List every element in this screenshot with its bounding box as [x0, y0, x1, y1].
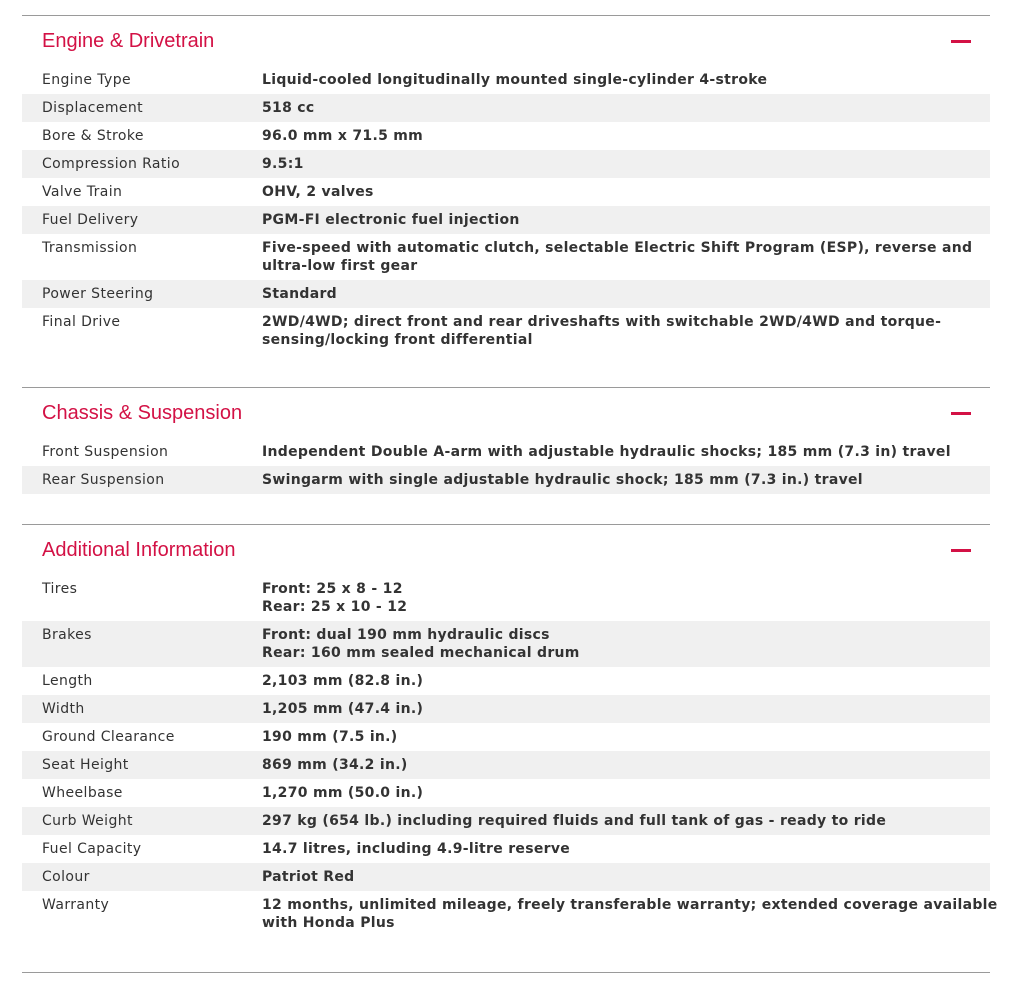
spec-value-line: with Honda Plus [262, 915, 395, 931]
spec-row-displacement [22, 94, 990, 122]
spec-table [22, 575, 998, 937]
spec-row-colour [22, 863, 990, 891]
spec-value-line: 297 kg (654 lb.) including required fluids and full tank of gas - ready to ride [262, 813, 887, 829]
spec-value-line: 190 mm (7.5 in.) [262, 729, 398, 745]
spec-value [262, 211, 990, 229]
spec-value-line: sensing/locking front differential [262, 332, 533, 348]
spec-value [262, 784, 990, 802]
spec-value-line: Rear: 25 x 10 - 12 [262, 599, 408, 615]
spec-label: Ground Clearance [42, 729, 175, 745]
spec-row-valve-train [22, 178, 990, 206]
spec-value-line: Front: dual 190 mm hydraulic discs [262, 627, 550, 643]
section-header[interactable] [22, 16, 990, 66]
spec-label: Width [42, 701, 85, 717]
spec-value-line: Patriot Red [262, 869, 355, 885]
spec-label: Valve Train [42, 184, 123, 200]
section-chassis-suspension [22, 387, 990, 524]
spec-row-transmission [22, 234, 990, 280]
spec-value [262, 443, 990, 461]
spec-row-fuel-capacity [22, 835, 990, 863]
spec-value [262, 99, 990, 117]
spec-value [262, 672, 990, 690]
spec-value [262, 285, 990, 303]
spec-page [0, 15, 1010, 1001]
section-additional-information [22, 524, 998, 973]
collapse-minus-icon[interactable] [951, 549, 971, 552]
spec-label: Tires [42, 581, 78, 597]
spec-row-curb-weight [22, 807, 990, 835]
spec-value [262, 896, 1010, 932]
spec-value [262, 239, 990, 275]
section-header[interactable] [22, 525, 990, 575]
spec-label: Transmission [42, 240, 138, 256]
spec-label: Rear Suspension [42, 472, 165, 488]
spec-label: Front Suspension [42, 444, 169, 460]
spec-label: Colour [42, 869, 90, 885]
spec-table [22, 66, 990, 354]
spec-label: Power Steering [42, 286, 154, 302]
spec-row-fuel-delivery [22, 206, 990, 234]
spec-value-line: Independent Double A-arm with adjustable hydraulic shocks; 185 mm (7.3 in) travel [262, 444, 951, 460]
spec-value-line: 869 mm (34.2 in.) [262, 757, 408, 773]
spec-value-line: 1,270 mm (50.0 in.) [262, 785, 424, 801]
spec-label: Bore & Stroke [42, 128, 144, 144]
spec-value-line: 2,103 mm (82.8 in.) [262, 673, 424, 689]
spec-value [262, 700, 990, 718]
spec-value-line: PGM-FI electronic fuel injection [262, 212, 520, 228]
spec-value [262, 580, 990, 616]
spec-label: Warranty [42, 897, 110, 913]
spec-value-line: 14.7 litres, including 4.9-litre reserve [262, 841, 571, 857]
section-title: Engine & Drivetrain [42, 30, 215, 52]
spec-label: Seat Height [42, 757, 129, 773]
spec-value-line: 96.0 mm x 71.5 mm [262, 128, 424, 144]
spec-table [22, 438, 990, 494]
section-title: Additional Information [42, 539, 236, 561]
spec-value [262, 155, 990, 173]
section-title: Chassis & Suspension [42, 402, 243, 424]
spec-value [262, 313, 990, 349]
spec-row-seat-height [22, 751, 990, 779]
spec-label: Curb Weight [42, 813, 133, 829]
spec-row-width [22, 695, 990, 723]
section-divider [22, 972, 990, 973]
spec-row-front-suspension [22, 438, 990, 466]
spec-value [262, 728, 990, 746]
spec-value [262, 868, 990, 886]
spec-value [262, 812, 990, 830]
spec-value [262, 626, 990, 662]
spec-value-line: Standard [262, 286, 337, 302]
spec-label: Fuel Delivery [42, 212, 139, 228]
spec-value-line: 1,205 mm (47.4 in.) [262, 701, 424, 717]
spec-row-final-drive [22, 308, 990, 354]
spec-label: Engine Type [42, 72, 131, 88]
spec-row-wheelbase [22, 779, 990, 807]
spec-value [262, 127, 990, 145]
spec-row-compression-ratio [22, 150, 990, 178]
spec-value-line: 2WD/4WD; direct front and rear driveshafts with switchable 2WD/4WD and torque- [262, 314, 942, 330]
spec-value-line: 9.5:1 [262, 156, 304, 172]
spec-value-line: Five-speed with automatic clutch, selectable Electric Shift Program (ESP), reverse and [262, 240, 973, 256]
section-engine-drivetrain [22, 15, 990, 387]
spec-value-line: 518 cc [262, 100, 315, 116]
spec-label: Brakes [42, 627, 92, 643]
spec-value [262, 756, 990, 774]
spec-label: Displacement [42, 100, 144, 116]
spec-row-brakes [22, 621, 990, 667]
spec-value-line: Liquid-cooled longitudinally mounted single-cylinder 4-stroke [262, 72, 768, 88]
spec-value-line: ultra-low first gear [262, 258, 418, 274]
spec-value-line: Front: 25 x 8 - 12 [262, 581, 403, 597]
spec-label: Wheelbase [42, 785, 123, 801]
spec-row-warranty [22, 891, 998, 937]
spec-value-line: Swingarm with single adjustable hydraulic shock; 185 mm (7.3 in.) travel [262, 472, 863, 488]
spec-value [262, 471, 990, 489]
spec-row-tires [22, 575, 990, 621]
spec-row-ground-clearance [22, 723, 990, 751]
spec-value [262, 840, 990, 858]
collapse-minus-icon[interactable] [951, 40, 971, 43]
spec-row-length [22, 667, 990, 695]
collapse-minus-icon[interactable] [951, 412, 971, 415]
spec-row-engine-type [22, 66, 990, 94]
spec-value [262, 71, 990, 89]
spec-label: Fuel Capacity [42, 841, 142, 857]
spec-value-line: OHV, 2 valves [262, 184, 374, 200]
spec-value-line: 12 months, unlimited mileage, freely transferable warranty; extended coverage available [262, 897, 998, 913]
spec-row-bore-stroke [22, 122, 990, 150]
spec-value-line: Rear: 160 mm sealed mechanical drum [262, 645, 580, 661]
spec-label: Compression Ratio [42, 156, 181, 172]
spec-label: Length [42, 673, 93, 689]
spec-row-rear-suspension [22, 466, 990, 494]
spec-label: Final Drive [42, 314, 121, 330]
spec-row-power-steering [22, 280, 990, 308]
spec-value [262, 183, 990, 201]
section-header[interactable] [22, 388, 990, 438]
